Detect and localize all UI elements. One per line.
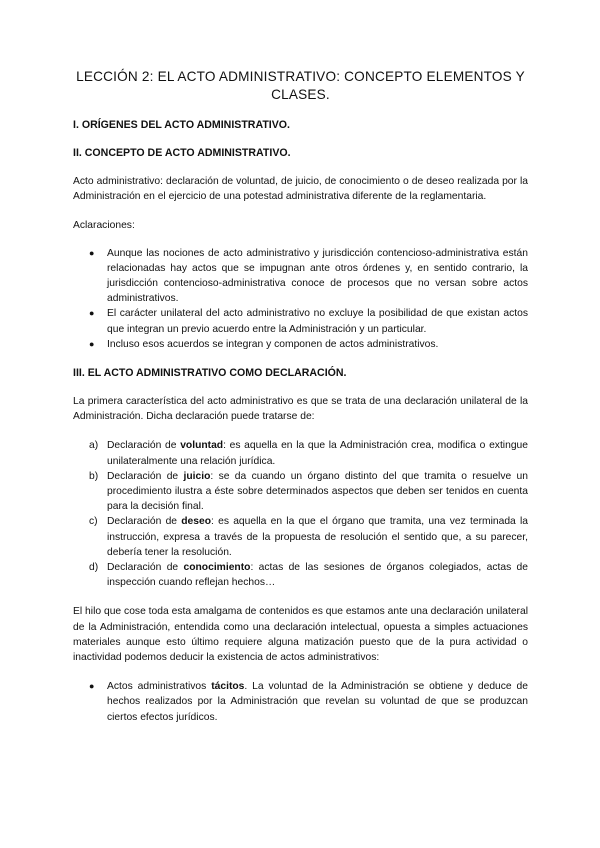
bullet-icon: ● [89,308,95,319]
aclaraciones-label: Aclaraciones: [73,220,135,232]
list-item-keyword: deseo [181,516,212,528]
list-item-text-post: : actas de las sesiones de órganos colegiados, actas de inspección cuando reflejan hechos… [107,562,529,589]
lesson-title: LECCIÓN 2: EL ACTO ADMINISTRATIVO: CONCEPTO ELEMENTOS Y CLASES. [76,69,525,102]
list-item-keyword: tácitos [211,681,245,693]
list-item [73,246,528,307]
list-item-text-pre: Declaración de [107,562,184,574]
list-item [73,469,528,515]
list-item-keyword: conocimiento [183,562,251,574]
list-marker: d) [89,562,99,574]
hilo-paragraph: El hilo que cose toda esta amalgama de contenidos es que estamos ante una declaración unilateral de la Administración, entendida como una declaración intelectual, opuesta a simples actuaciones materiales aunque esto último requiere alguna matización puesto que de la pura actividad o inactividad podemos deducir la existencia de actos administrativos: [73,606,528,664]
list-item-text: El carácter unilateral del acto administrativo no excluye la posibilidad de que existan actos que integran un previo acuerdo entre la Administración y un particular. [107,308,528,335]
list-item [73,438,528,468]
list-item-text-pre: Actos administrativos [107,681,212,693]
document-content [73,68,528,725]
list-item-text-pre: Declaración de [107,470,184,482]
declaracion-paragraph: La primera característica del acto administrativo es que se trata de una declaración unilateral de la Administración. Dicha declaración puede tratarse de: [73,396,528,423]
list-item-text-post: . La voluntad de la Administración se obtiene y deduce de hechos realizados por la Administración que revelan su voluntad de que se produzcan ciertos efectos jurídicos. [107,681,528,723]
aclaraciones-list [73,246,528,352]
declaraciones-list [73,438,528,590]
list-item-keyword: voluntad [180,440,224,452]
bullet-icon: ● [89,247,95,258]
bullet-icon: ● [89,681,95,692]
list-item-text-pre: Declaración de [107,516,182,528]
section-heading-concepto: II. CONCEPTO DE ACTO ADMINISTRATIVO. [73,147,291,159]
list-item [73,337,528,352]
list-item-text-post: : es aquella en la que la Administración crea, modifica o extingue unilateralmente una relación jurídica. [107,440,528,467]
section-heading-declaracion: III. EL ACTO ADMINISTRATIVO COMO DECLARACIÓN. [73,367,347,380]
bullet-icon: ● [89,338,95,349]
concept-paragraph: Acto administrativo: declaración de voluntad, de juicio, de conocimiento o de deseo realizada por la Administración en el ejercicio de una potestad administrativa diferente de la reglamentaria. [73,176,528,203]
list-item [73,560,528,590]
list-item-text-pre: Declaración de [107,440,181,452]
list-item [73,306,528,336]
list-item [73,679,528,725]
list-item-text: Incluso esos acuerdos se integran y componen de actos administrativos. [107,338,439,350]
list-item-keyword: juicio [183,470,211,482]
list-item [73,514,528,560]
list-item-text-post: : es aquella en la que el órgano que tramita, una vez terminada la instrucción, expresa a través de la propuesta de resolución el sentido que, a su parecer, debería tener la resolución. [107,516,529,558]
list-item-text: Aunque las nociones de acto administrativo y jurisdicción contencioso-administrativa están relacionadas hay actos que se impugnan ante otros órdenes y, en sentido contrario, la jurisdicción contencioso-administrativa conoce de procesos que no versan sobre actos administrativos. [107,247,528,305]
list-item-text-post: : se da cuando un órgano distinto del que tramita o resuelve un procedimiento ilustra a éste sobre determinados aspectos que deben ser tenidos en cuenta para la decisión final. [107,470,528,513]
list-marker: a) [89,440,99,452]
list-marker: b) [89,470,99,482]
tacitos-list [73,679,528,725]
section-heading-origenes: I. ORÍGENES DEL ACTO ADMINISTRATIVO. [73,119,290,131]
list-marker: c) [89,516,98,528]
